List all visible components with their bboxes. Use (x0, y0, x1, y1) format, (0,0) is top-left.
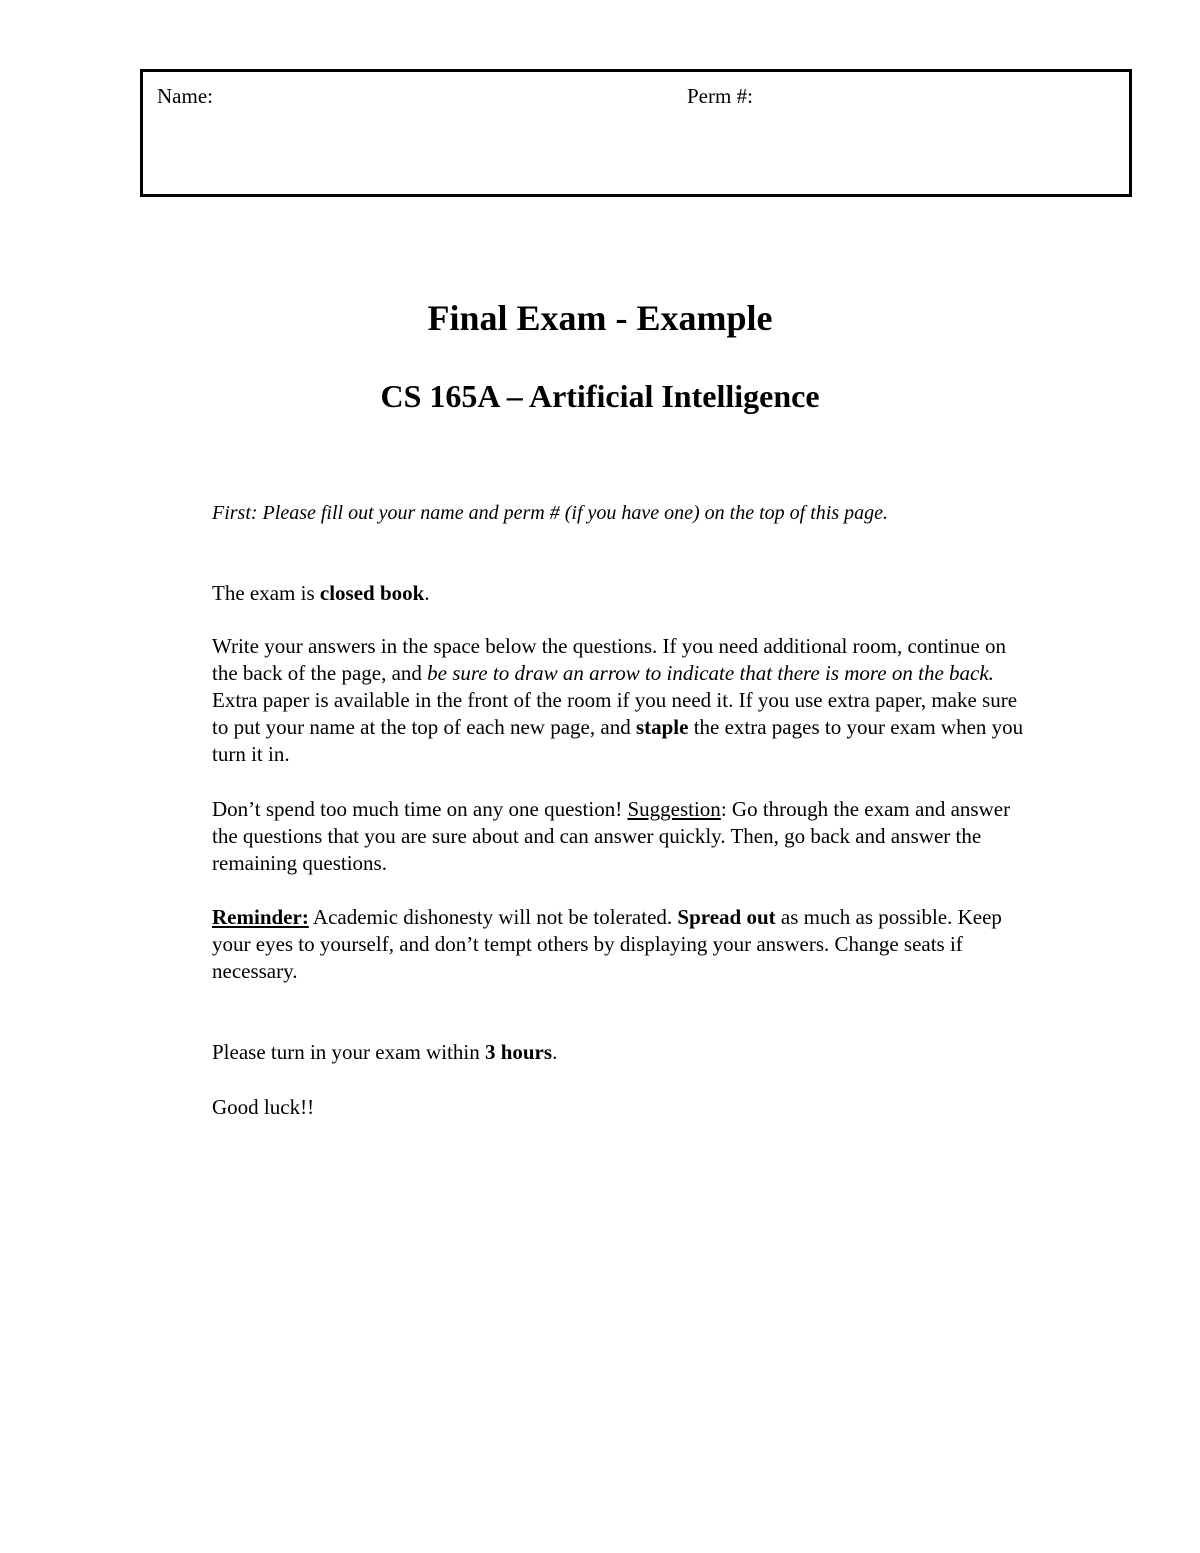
answers-paragraph (212, 633, 1032, 768)
time-limit-bold: 3 hours (484, 1040, 553, 1064)
time-limit-paragraph (212, 1039, 1032, 1066)
reminder-part1: Academic dishonesty will not be tolerated. (308, 905, 678, 929)
reminder-paragraph (212, 904, 1032, 985)
answers-bold: staple (635, 715, 689, 739)
answers-part1: Write your answers in the space below the questions. If you need additional room, continue on the back of the page, and (212, 634, 1007, 685)
reminder-part2: as much as possible. Keep your eyes to yourself, and don’t tempt others by displaying your answers. Change seats if necessary. (212, 905, 1002, 983)
answers-italic: be sure to draw an arrow to indicate that there is more on the back. (427, 661, 994, 685)
time-advice-paragraph (212, 796, 1032, 877)
page-title: Final Exam - Example (427, 298, 773, 338)
time-limit-post: . (552, 1040, 558, 1064)
suggestion-label: Suggestion (627, 797, 721, 821)
reminder-label: Reminder: (212, 905, 309, 929)
time-advice-post: : Go through the exam and answer the questions that you are sure about and can answer quickly. Then, go back and answer the remaining questions. (212, 797, 1011, 875)
name-label: Name: (157, 84, 213, 108)
answers-part3: the extra pages to your exam when you turn it in. (212, 715, 1024, 766)
name-perm-box (140, 69, 1132, 197)
closed-book-bold: closed book (319, 581, 425, 605)
closed-book-paragraph (212, 580, 1032, 607)
answers-part2: Extra paper is available in the front of the room if you need it. If you use extra paper, make sure to put your name at the top of each new page, and (212, 688, 1018, 739)
perm-label: Perm #: (687, 84, 753, 108)
course-subtitle: CS 165A – Artificial Intelligence (380, 378, 820, 414)
closed-book-pre: The exam is (212, 581, 320, 605)
time-limit-pre: Please turn in your exam within (212, 1040, 485, 1064)
closing-line: Good luck!! (212, 1095, 315, 1119)
first-instruction: First: Please fill out your name and perm # (if you have one) on the top of this page. (212, 502, 888, 524)
closed-book-post: . (424, 581, 430, 605)
reminder-bold: Spread out (677, 905, 776, 929)
time-advice-pre: Don’t spend too much time on any one question! (212, 797, 628, 821)
